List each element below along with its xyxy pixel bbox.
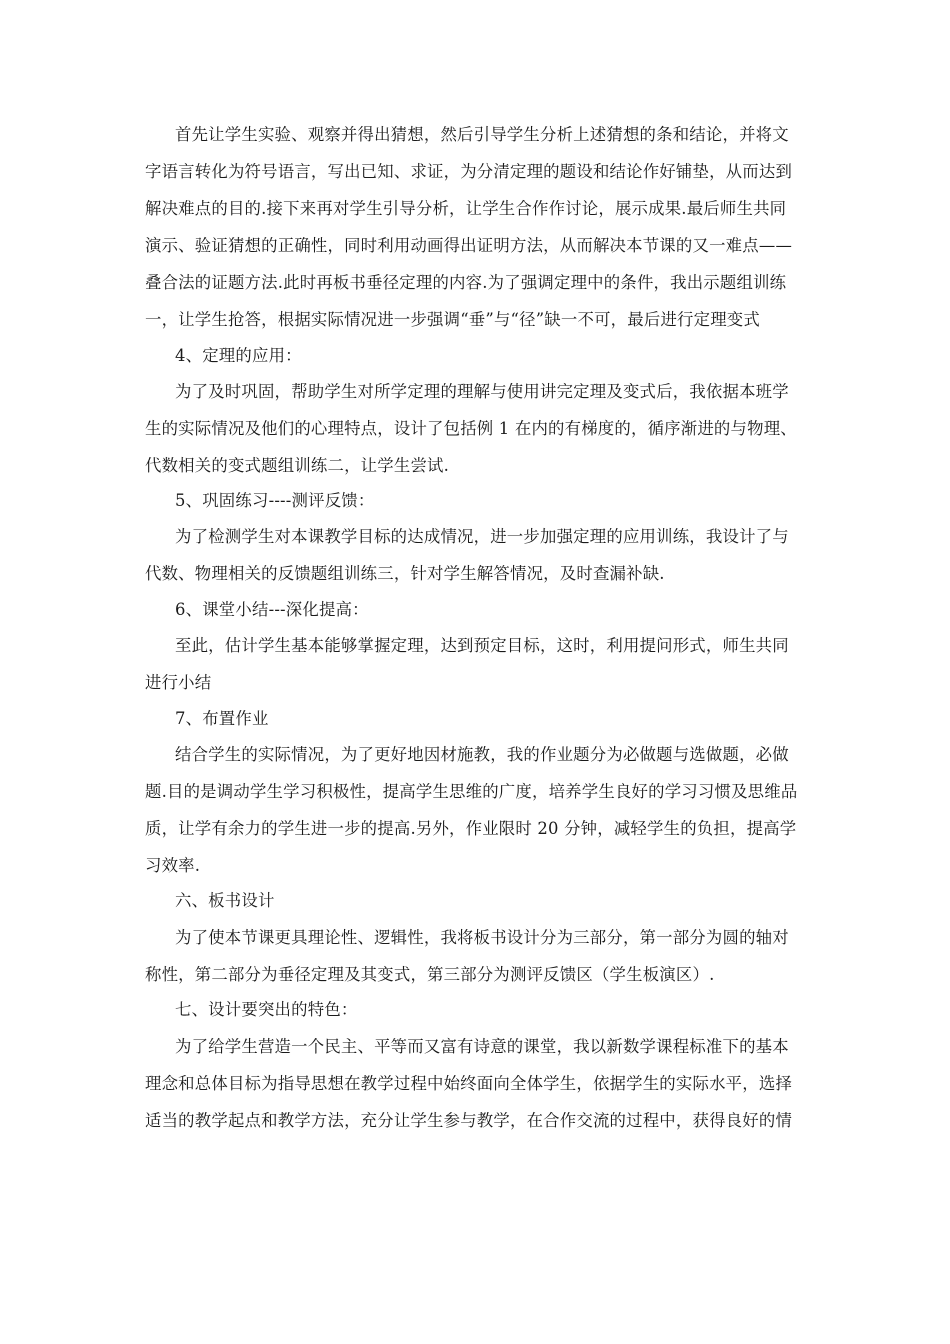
section-heading: 5、巩固练习----测评反馈： [175, 491, 375, 510]
text-line: 叠合法的证题方法.此时再板书垂径定理的内容.为了强调定理中的条件，我出示题组训练 [145, 273, 787, 292]
text-line: 题.目的是调动学生学习积极性，提高学生思维的广度，培养学生良好的学习习惯及思维品 [145, 782, 798, 801]
text-line: 字语言转化为符号语言，写出已知、求证，为分清定理的题设和结论作好铺垫，从而达到 [145, 162, 793, 181]
text-line: 质，让学有余力的学生进一步的提高.另外，作业限时 20 分钟，减轻学生的负担，提高学 [145, 819, 797, 838]
section-heading: 六、板书设计 [175, 891, 275, 910]
text-line: 适当的教学起点和教学方法，充分让学生参与教学，在合作交流的过程中，获得良好的情 [145, 1111, 793, 1130]
section-heading: 6、课堂小结---深化提高： [175, 600, 369, 619]
text-line: 为了给学生营造一个民主、平等而又富有诗意的课堂，我以新数学课程标准下的基本 [175, 1037, 789, 1056]
section-heading: 七、设计要突出的特色： [175, 1000, 358, 1019]
text-line: 为了检测学生对本课教学目标的达成情况，进一步加强定理的应用训练，我设计了与 [175, 527, 789, 546]
text-line: 结合学生的实际情况，为了更好地因材施教，我的作业题分为必做题与选做题，必做 [175, 745, 789, 764]
text-line: 演示、验证猜想的正确性，同时利用动画得出证明方法，从而解决本节课的又一难点—— [145, 236, 793, 255]
text-line: 为了及时巩固，帮助学生对所学定理的理解与使用讲完定理及变式后，我依据本班学 [175, 382, 789, 401]
text-line: 至此，估计学生基本能够掌握定理，达到预定目标，这时，利用提问形式，师生共同 [175, 636, 789, 655]
section-heading: 7、布置作业 [175, 709, 269, 728]
text-line: 习效率. [145, 856, 201, 875]
text-line: 进行小结 [145, 673, 212, 692]
text-line: 生的实际情况及他们的心理特点，设计了包括例 1 在内的有梯度的，循序渐进的与物理、 [145, 419, 797, 438]
text-line: 理念和总体目标为指导思想在教学过程中始终面向全体学生，依据学生的实际水平，选择 [145, 1074, 793, 1093]
section-heading: 4、定理的应用： [175, 346, 302, 365]
text-line: 一，让学生抢答，根据实际情况进一步强调“垂”与“径”缺一不可，最后进行定理变式 [145, 310, 760, 329]
text-line: 首先让学生实验、观察并得出猜想，然后引导学生分析上述猜想的条和结论，并将文 [175, 125, 789, 144]
text-line: 代数相关的变式题组训练二，让学生尝试. [145, 456, 450, 475]
text-line: 为了使本节课更具理论性、逻辑性，我将板书设计分为三部分，第一部分为圆的轴对 [175, 928, 789, 947]
text-line: 称性，第二部分为垂径定理及其变式，第三部分为测评反馈区（学生板演区）. [145, 965, 715, 984]
text-line: 解决难点的目的.接下来再对学生引导分析，让学生合作作讨论，展示成果.最后师生共同 [145, 199, 787, 218]
text-line: 代数、物理相关的反馈题组训练三，针对学生解答情况，及时查漏补缺. [145, 564, 665, 583]
